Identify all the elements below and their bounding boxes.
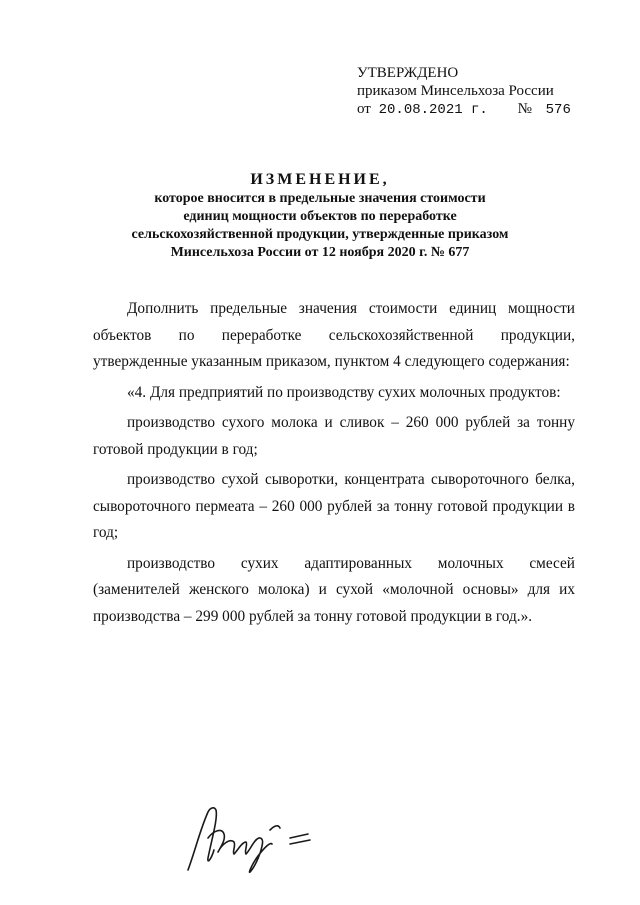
approval-label: УТВЕРЖДЕНО (357, 65, 459, 81)
body-paragraph-3: производство сухого молока и сливок – 260 000 рублей за тонну готовой продукции в год; (93, 414, 575, 458)
approval-number-label: № (517, 101, 532, 117)
approval-issuer: приказом Минсельхоза России (357, 83, 554, 99)
body-paragraph-5: производство сухих адаптированных молочных смесей (заменителей женского молока) и сухой «молочной основы» для их производства – 299 000 рублей за тонну готовой продукции в год.». (93, 554, 575, 625)
title-line-4: Минсельхоза России от 12 ноября 2020 г. № 677 (170, 245, 470, 260)
body-paragraph-4: производство сухой сыворотки, концентрата сывороточного белка, сывороточного пермеата – 260 000 рублей за тонну готовой продукции в год; (93, 471, 575, 541)
approval-date: 20.08.2021 г. (378, 102, 488, 118)
title-line-2: единиц мощности объектов по переработке (183, 209, 457, 224)
title-line-3: сельскохозяйственной продукции, утвержденные приказом (131, 227, 509, 242)
document-body (93, 296, 575, 630)
body-paragraph-1: Дополнить предельные значения стоимости единиц мощности объектов по переработке сельскохозяйственной продукции, утвержденные указанным приказом, пунктом 4 следующего содержания: (93, 300, 575, 370)
approval-stamp (357, 64, 571, 119)
approval-number: 576 (545, 102, 571, 118)
handwritten-signature-icon (178, 798, 318, 878)
approval-date-line (357, 100, 571, 119)
title-main: ИЗМЕНЕНИЕ, (250, 171, 390, 188)
document-title (60, 170, 580, 262)
approval-from-label: от (357, 101, 371, 117)
title-line-1: которое вносится в предельные значения стоимости (154, 191, 486, 206)
body-paragraph-2: «4. Для предприятий по производству сухих молочных продуктов: (127, 383, 561, 401)
